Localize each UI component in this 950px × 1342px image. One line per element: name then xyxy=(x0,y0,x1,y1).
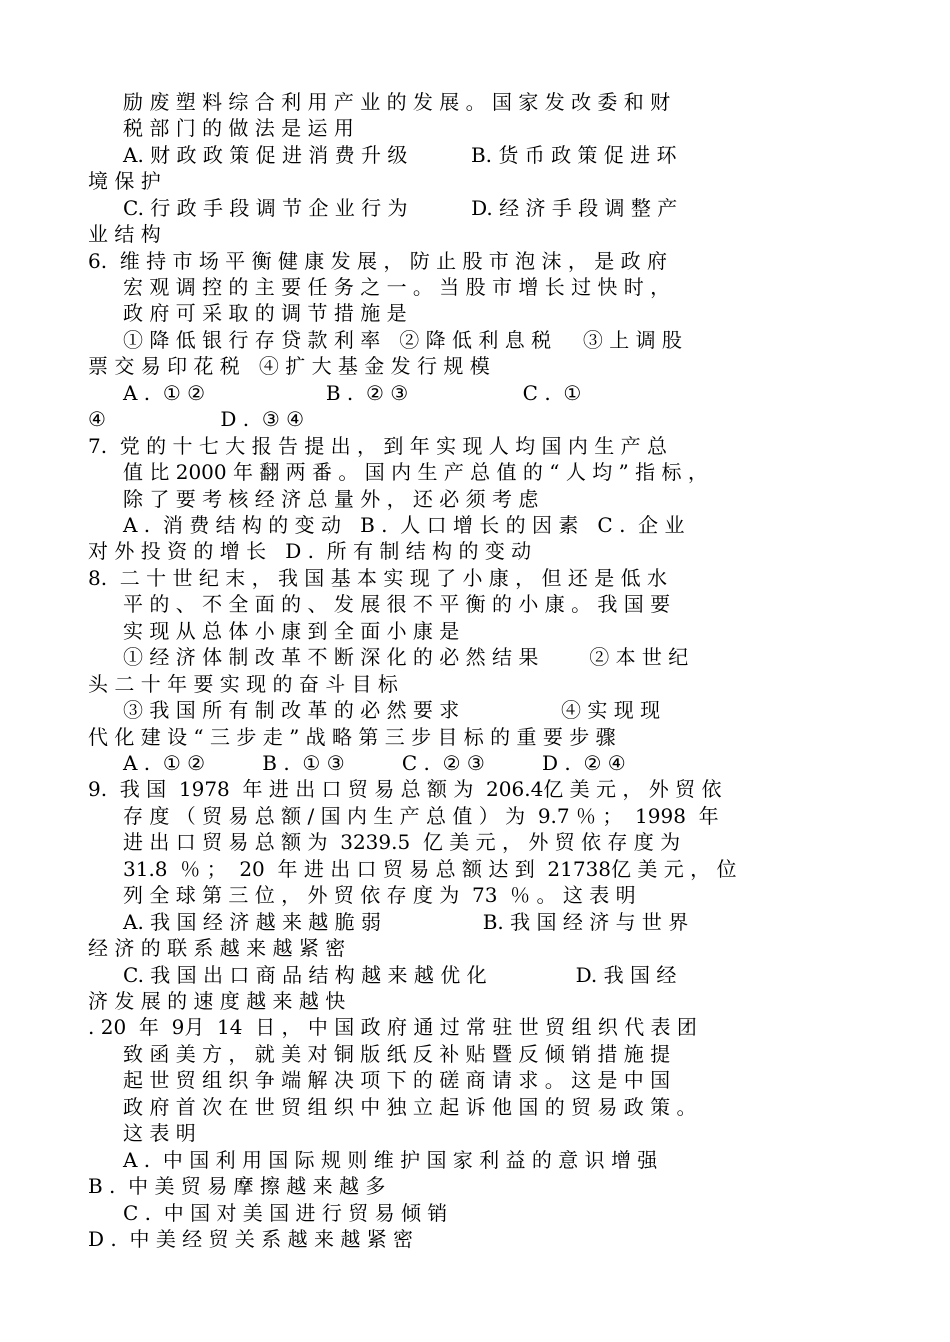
text-line xyxy=(0,618,950,644)
text-line xyxy=(0,380,950,406)
text-line xyxy=(0,909,950,935)
text-line xyxy=(0,300,950,326)
line-text: 对 外 投 资 的 增 长 D . 所 有 制 结 构 的 变 动 xyxy=(88,539,532,563)
text-line xyxy=(0,935,950,961)
line-text: ① 降 低 银 行 存 贷 款 利 率 ② 降 低 利 息 税 ③ 上 调 股 xyxy=(123,328,682,352)
line-text: 宏 观 调 控 的 主 要 任 务 之 一 。 当 股 市 增 长 过 快 时 ， xyxy=(123,275,671,299)
line-text: A. 财 政 政 策 促 进 消 费 升 级 B. 货 币 政 策 促 进 环 xyxy=(123,143,677,167)
text-line xyxy=(0,1226,950,1252)
line-text: 励 废 塑 料 综 合 利 用 产 业 的 发 展 。 国 家 发 改 委 和 财 xyxy=(123,90,671,114)
text-line xyxy=(0,1120,950,1146)
text-line xyxy=(0,1173,950,1199)
line-text: 业 结 构 xyxy=(88,222,161,246)
text-line xyxy=(0,195,950,221)
text-line xyxy=(0,671,950,697)
line-text: 济 发 展 的 速 度 越 来 越 快 xyxy=(88,989,346,1013)
line-text: 存 度 （ 贸 易 总 额 / 国 内 生 产 总 值 ） 为 9.7 ％ ； 1998 年 xyxy=(123,804,719,828)
line-text: B . 中 美 贸 易 摩 擦 越 来 越 多 xyxy=(88,1174,386,1198)
text-line xyxy=(0,168,950,194)
text-line xyxy=(0,353,950,379)
line-text: 起 世 贸 组 织 争 端 解 决 项 下 的 磋 商 请 求 。 这 是 中 国 xyxy=(123,1068,671,1092)
line-text: ④ D . ③ ④ xyxy=(88,407,305,431)
text-line xyxy=(0,406,950,432)
text-line xyxy=(0,486,950,512)
text-line xyxy=(0,327,950,353)
text-line xyxy=(0,724,950,750)
line-text: C . 中 国 对 美 国 进 行 贸 易 倾 销 xyxy=(123,1201,448,1225)
line-text: 9. 我 国 1978 年 进 出 口 贸 易 总 额 为 206.4亿 美 元 ， 外 贸 依 xyxy=(88,777,722,801)
text-line xyxy=(0,142,950,168)
line-text: C. 行 政 手 段 调 节 企 业 行 为 D. 经 济 手 段 调 整 产 xyxy=(123,196,678,220)
line-text: C. 我 国 出 口 商 品 结 构 越 来 越 优 化 D. 我 国 经 xyxy=(123,963,677,987)
line-text: 31.8 ％ ； 20 年 进 出 口 贸 易 总 额 达 到 21738亿 美 元 ， 位 xyxy=(123,857,737,881)
text-line xyxy=(0,644,950,670)
line-text: 境 保 护 xyxy=(88,169,161,193)
line-text: 8. 二 十 世 纪 末 ， 我 国 基 本 实 现 了 小 康 ， 但 还 是 低 水 xyxy=(88,566,667,590)
line-text: A . ① ② B . ② ③ C . ① xyxy=(123,381,582,405)
text-line xyxy=(0,512,950,538)
line-text: A . ① ② B . ① ③ C . ② ③ D . ② ④ xyxy=(123,751,626,775)
text-line xyxy=(0,274,950,300)
line-text: 税 部 门 的 做 法 是 运 用 xyxy=(123,116,354,140)
text-line xyxy=(0,750,950,776)
text-line xyxy=(0,1094,950,1120)
text-line xyxy=(0,988,950,1014)
line-text: 进 出 口 贸 易 总 额 为 3239.5 亿 美 元 ， 外 贸 依 存 度 为 xyxy=(123,830,681,854)
line-text: 列 全 球 第 三 位 ， 外 贸 依 存 度 为 73 ％ 。 这 表 明 xyxy=(123,883,636,907)
line-text: 票 交 易 印 花 税 ④ 扩 大 基 金 发 行 规 模 xyxy=(88,354,490,378)
line-text: 6. 维 持 市 场 平 衡 健 康 发 展 ， 防 止 股 市 泡 沫 ， 是 政 府 xyxy=(88,249,667,273)
question-6 xyxy=(0,248,950,274)
text-line xyxy=(0,115,950,141)
text-line xyxy=(0,962,950,988)
line-text: ③ 我 国 所 有 制 改 革 的 必 然 要 求 ④ 实 现 现 xyxy=(123,698,661,722)
question-10 xyxy=(0,1014,950,1040)
line-text: D . 中 美 经 贸 关 系 越 来 越 紧 密 xyxy=(88,1227,414,1251)
text-line xyxy=(0,591,950,617)
line-text: 政 府 首 次 在 世 贸 组 织 中 独 立 起 诉 他 国 的 贸 易 政 策 。 xyxy=(123,1095,697,1119)
line-text: 7. 党 的 十 七 大 报 告 提 出 ， 到 年 实 现 人 均 国 内 生 产 总 xyxy=(88,434,667,458)
line-text: 这 表 明 xyxy=(123,1121,196,1145)
text-line xyxy=(0,1200,950,1226)
text-line xyxy=(0,89,950,115)
line-text: 致 函 美 方 ， 就 美 对 铜 版 纸 反 补 贴 暨 反 倾 销 措 施 提 xyxy=(123,1042,671,1066)
line-text: . 20 年 9月 14 日 ， 中 国 政 府 通 过 常 驻 世 贸 组 织 代 表 团 xyxy=(88,1015,697,1039)
text-line xyxy=(0,1147,950,1173)
line-text: 实 现 从 总 体 小 康 到 全 面 小 康 是 xyxy=(123,619,460,643)
text-line xyxy=(0,697,950,723)
line-text: A. 我 国 经 济 越 来 越 脆 弱 B. 我 国 经 济 与 世 界 xyxy=(123,910,689,934)
question-9 xyxy=(0,776,950,802)
text-line xyxy=(0,221,950,247)
question-7 xyxy=(0,433,950,459)
line-text: 代 化 建 设 “ 三 步 走 ” 战 略 第 三 步 目 标 的 重 要 步 骤 xyxy=(88,725,616,749)
text-line xyxy=(0,803,950,829)
line-text: 政 府 可 采 取 的 调 节 措 施 是 xyxy=(123,301,407,325)
text-line xyxy=(0,882,950,908)
text-line xyxy=(0,1067,950,1093)
text-line xyxy=(0,459,950,485)
question-8 xyxy=(0,565,950,591)
text-line xyxy=(0,856,950,882)
line-text: A . 消 费 结 构 的 变 动 B . 人 口 增 长 的 因 素 C . 企 业 xyxy=(123,513,685,537)
line-text: A . 中 国 利 用 国 际 规 则 维 护 国 家 利 益 的 意 识 增 强 xyxy=(123,1148,658,1172)
line-text: 平 的 、 不 全 面 的 、 发 展 很 不 平 衡 的 小 康 。 我 国 要 xyxy=(123,592,671,616)
text-line xyxy=(0,538,950,564)
line-text: 值 比 2000 年 翻 两 番 。 国 内 生 产 总 值 的 “ 人 均 ” 指 标 ， xyxy=(123,460,708,484)
line-text: 头 二 十 年 要 实 现 的 奋 斗 目 标 xyxy=(88,672,398,696)
line-text: ① 经 济 体 制 改 革 不 断 深 化 的 必 然 结 果 ② 本 世 纪 xyxy=(123,645,689,669)
line-text: 除 了 要 考 核 经 济 总 量 外 ， 还 必 须 考 虑 xyxy=(123,487,539,511)
text-line xyxy=(0,829,950,855)
line-text: 经 济 的 联 系 越 来 越 紧 密 xyxy=(88,936,346,960)
text-line xyxy=(0,1041,950,1067)
